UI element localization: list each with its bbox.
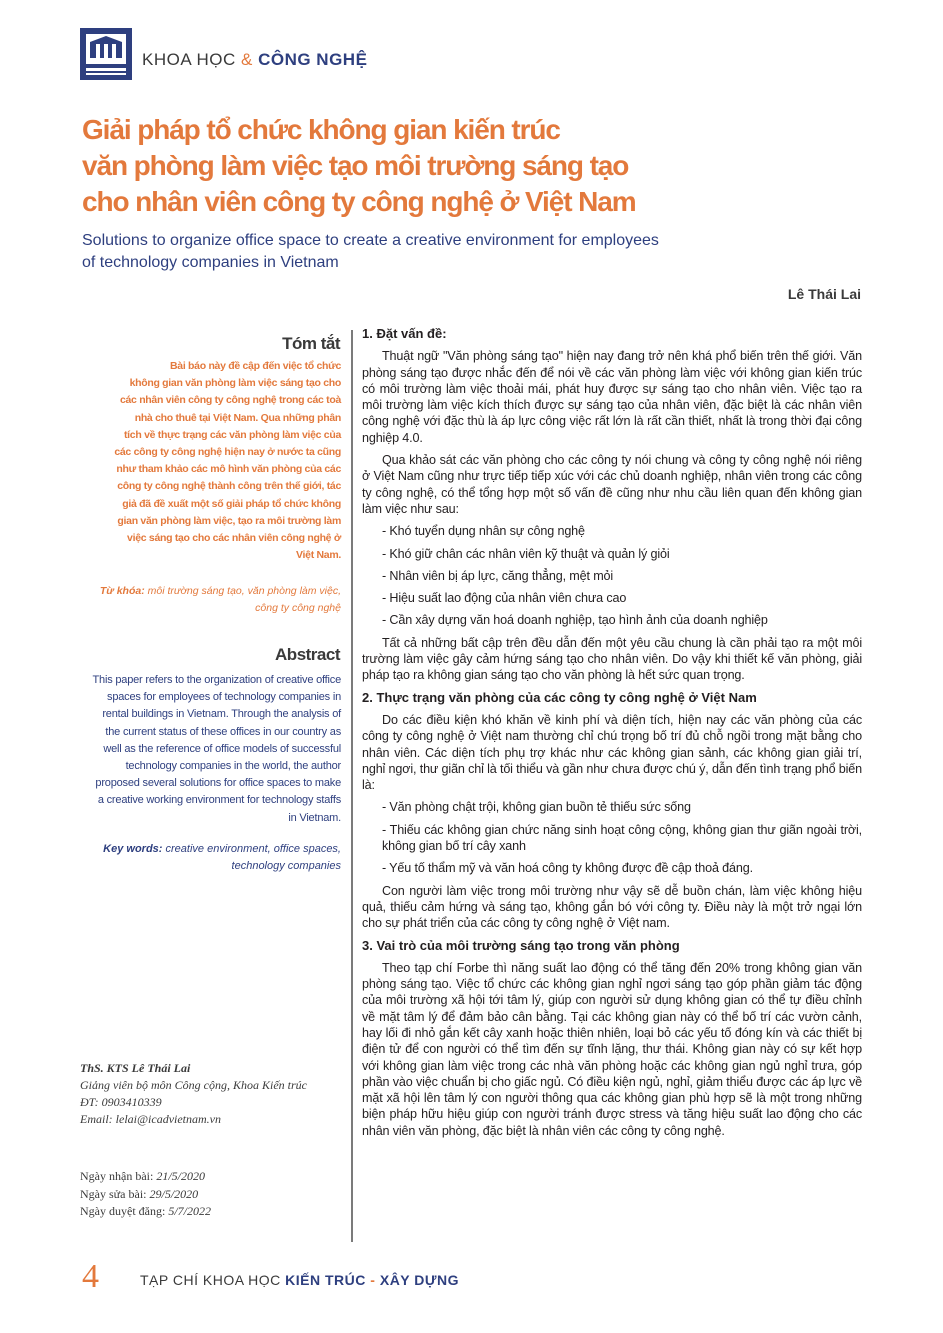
abstract-line: This paper refers to the organization of creative office — [92, 674, 341, 686]
column-divider — [351, 330, 353, 1242]
journal-bold-1: KIẾN TRÚC — [285, 1272, 366, 1288]
keywords-vi-label: Từ khóa: — [99, 585, 145, 597]
section-2-heading: 2. Thực trạng văn phòng của các công ty công nghệ ở Việt Nam — [362, 689, 757, 705]
abstract-line: spaces for employees of technology companies in — [107, 691, 341, 704]
keywords-en — [80, 841, 341, 875]
author-info-phone: ĐT: 0903410339 — [80, 1095, 162, 1109]
journal-section-label — [142, 50, 367, 70]
summary-line: nhà cho thuê tại Việt Nam. Qua những phân — [134, 411, 341, 424]
bullet-item: - Nhân viên bị áp lực, căng thẳng, mệt mỏi — [382, 568, 614, 583]
abstract-text — [80, 672, 341, 827]
abstract-line: in Vietnam. — [288, 811, 341, 824]
received-label: Ngày nhận bài: — [80, 1169, 154, 1183]
revised-date: 29/5/2020 — [149, 1186, 199, 1201]
title-line: Giải pháp tổ chức không gian kiến trúc — [82, 114, 560, 145]
accepted-label: Ngày duyệt đăng: — [80, 1204, 166, 1218]
keywords-en-line: technology companies — [231, 860, 341, 872]
keywords-vi-line: công ty công nghệ — [255, 602, 341, 614]
summary-line: các nhân viên công ty công nghệ trong các toà — [119, 394, 341, 407]
section-1-heading: 1. Đặt vấn đề: — [362, 326, 447, 341]
author-info-role: Giảng viên bộ môn Công cộng, Khoa Kiến trúc — [80, 1078, 307, 1092]
article-title — [82, 112, 882, 220]
summary-line: giả đã đề xuất một số giải pháp tổ chức không — [122, 497, 341, 510]
keywords-vi — [80, 583, 341, 617]
paragraph: Con người làm việc trong môi trường như vậy sẽ dễ buồn chán, làm việc không hiệu quả, thiếu cảm hứng và sáng tạo, không gắn bó với công ty. Điều này là một trở ngại lớn cho sự phát triển của các công ty công nghệ ở Việt nam. — [362, 883, 862, 931]
abstract-line: rental buildings in Vietnam. Through the analysis of — [102, 708, 341, 721]
accepted-date: 5/7/2022 — [168, 1204, 211, 1218]
bullet-item: - Thiếu các không gian chức năng sinh hoạt công cộng, không gian thư giãn ngoài trời, không gian bố trí cây xanh — [382, 822, 862, 854]
summary-line: việc sáng tạo cho các nhân viên công nghệ ở — [127, 532, 341, 545]
paragraph: Do các điều kiện khó khăn về kinh phí và diện tích, hiện nay các văn phòng của các công ty công nghệ ở Việt nam thường chỉ chú trọng bố trí đủ chỗ ngồi trong mặt bằng cho nhân viên. Các diện tích phụ trợ khác như các không gian sảnh, các không gian giải trí, nghỉ ngơi, thư giãn chỉ là tối thiểu và gần như chưa được chú ý, dẫn đến tình trạng phổ biến là: — [362, 712, 862, 793]
journal-bold-2: XÂY DỰNG — [379, 1272, 460, 1288]
journal-prefix: TẠP CHÍ KHOA HỌC — [140, 1272, 281, 1288]
bullet-item: - Văn phòng chật trội, không gian buồn tẻ thiếu sức sống — [382, 800, 691, 815]
summary-line: không gian văn phòng làm việc sáng tạo cho — [129, 377, 341, 390]
bullet-item: - Khó tuyển dụng nhân sự công nghệ — [382, 524, 585, 539]
journal-separator: - — [370, 1272, 376, 1288]
section-amp: & — [240, 50, 253, 69]
paragraph: Theo tạp chí Forbe thì năng suất lao động có thể tăng đến 20% trong không gian văn phòng sáng tạo. Việc tổ chức các không gian nghỉ ngơi sáng tạo góp phần giảm tác động của môi trường xã hội tới tâm lý, giúp con người sử dụng không gian có thể tự điều chỉnh về mặt tâm lý để đảm bảo cân bằng. Tại các không gian này có thể bố trí các vườn cảnh, hay lối đi nhỏ gắn kết cây xanh hoặc thiên nhiên, loại bỏ các yếu tố đóng kín và các thiết bị điện tử để con người có thể tìm đến sự tĩnh lặng, thư thái. Không gian này có sự kết hợp với không gian làm việc trong các nhà văn phòng hoặc các không gian ngủ nghỉ trưa, góp phần vào việc chuẩn bị cho giấc ngủ. Có điều kiện ngủ, nghỉ, giảm thiểu được các áp lực về mặt xã hội lên tâm lý con người thông qua các không gian phù hợp sẽ là một trong những biện pháp hữu hiệu giúp con người tránh được stress và tăng hiệu suất lao động cho các nhân viên văn phòng, đặc biệt là nhân viên các công ty công nghệ. — [362, 960, 862, 1138]
summary-heading: Tóm tắt — [282, 334, 340, 353]
article-dates — [80, 1168, 350, 1221]
paragraph: Thuật ngữ "Văn phòng sáng tạo" hiện nay đang trở nên khá phổ biến trên thế giới. Văn phòng sáng tạo được nhắc đến để nói về các văn phòng làm việc với không gian kiến trúc có môi trường làm việc thoải mái, phát huy được sự sáng tạo cho nhân viên. Việc tạo ra môi trường làm việc kích thích được sự sáng tạo của nhân viên, đặc biệt là các nhân viên công nghệ với đặc thù là áp lực công việc rất lớn là rất cần thiết, nhất là trong thời đại công nghiệp 4.0. — [362, 349, 862, 445]
bullet-item: - Khó giữ chân các nhân viên kỹ thuật và quản lý giỏi — [382, 546, 670, 561]
bullet-item: - Cần xây dựng văn hoá doanh nghiệp, tạo hình ảnh của doanh nghiệp — [382, 613, 768, 628]
abstract-line: the current status of these offices in our country as — [105, 725, 341, 738]
keywords-vi-line: môi trường sáng tạo, văn phòng làm việc, — [147, 585, 341, 597]
journal-logo-icon — [80, 28, 132, 80]
summary-line: Bài báo này đề cập đến việc tổ chức — [170, 360, 341, 372]
summary-line: Việt Nam. — [296, 549, 341, 562]
summary-line: công ty công nghệ thành công trên thế giới, tác — [117, 480, 341, 493]
title-line: cho nhân viên công ty công nghệ ở Việt Nam — [82, 186, 636, 217]
abstract-line: technology companies in the world, the author — [125, 760, 341, 773]
section-prefix: KHOA HỌC — [142, 50, 236, 69]
subtitle-line: Solutions to organize office space to create a creative environment for employees — [82, 232, 659, 249]
author-info-name: ThS. KTS Lê Thái Lai — [80, 1061, 191, 1075]
paragraph: Tất cả những bất cập trên đều dẫn đến một yêu cầu chung là cần phải tạo ra một môi trường làm việc gây cảm hứng sáng tạo cho nhân viên. Do vậy khi thiết kế văn phòng, giải pháp tạo ra không gian sáng tạo cho văn phòng là hết sức quan trọng. — [362, 635, 862, 683]
section-bold: CÔNG NGHỆ — [258, 50, 368, 69]
bullet-item: - Hiệu suất lao động của nhân viên chưa cao — [382, 591, 627, 606]
author-info — [80, 1060, 350, 1128]
keywords-en-line: creative environment, office spaces, — [165, 843, 341, 855]
bullet-item: - Yếu tố thẩm mỹ và văn hoá công ty không được đề cập thoả đáng. — [382, 861, 753, 876]
subtitle-line: of technology companies in Vietnam — [82, 254, 339, 271]
abstract-line: a creative working environment for technology staffs — [97, 794, 341, 807]
summary-line: các công ty công nghệ hiện nay ở nước ta cũng — [114, 446, 341, 459]
section-3-heading: 3. Vai trò của môi trường sáng tạo trong văn phòng — [362, 937, 680, 953]
journal-name — [140, 1272, 459, 1288]
summary-line: gian văn phòng làm việc, tạo ra môi trường làm — [117, 514, 341, 527]
article-body — [362, 326, 862, 1145]
keywords-en-label: Key words: — [103, 843, 163, 855]
paragraph: Qua khảo sát các văn phòng cho các công ty nói chung và công ty công nghệ nói riêng ở Việt Nam cũng như trực tiếp tiếp xúc với các chủ doanh nghiệp, nhân viên trong các công ty công nghệ, có thể tổng hợp một số vấn đề cũng như nhu cầu liên quan đến không gian làm việc như sau: — [362, 453, 862, 516]
revised-label: Ngày sửa bài: — [80, 1186, 147, 1201]
page-number: 4 — [82, 1258, 99, 1295]
received-date: 21/5/2020 — [156, 1169, 205, 1183]
summary-line: tích về thực trạng các văn phòng làm việc của — [123, 428, 341, 441]
summary-text — [80, 358, 341, 564]
abstract-heading: Abstract — [275, 645, 340, 664]
abstract-line: well as the reference of office models of successful — [103, 742, 341, 755]
summary-line: như tham khảo các mô hình văn phòng của các — [116, 463, 341, 476]
author-info-email: Email: lelai@icadvietnam.vn — [80, 1112, 221, 1126]
abstract-line: proposed several solutions for office spaces to make — [95, 777, 341, 790]
title-line: văn phòng làm việc tạo môi trường sáng tạo — [82, 150, 629, 181]
author-name: Lê Thái Lai — [787, 286, 861, 302]
article-subtitle — [82, 230, 882, 274]
